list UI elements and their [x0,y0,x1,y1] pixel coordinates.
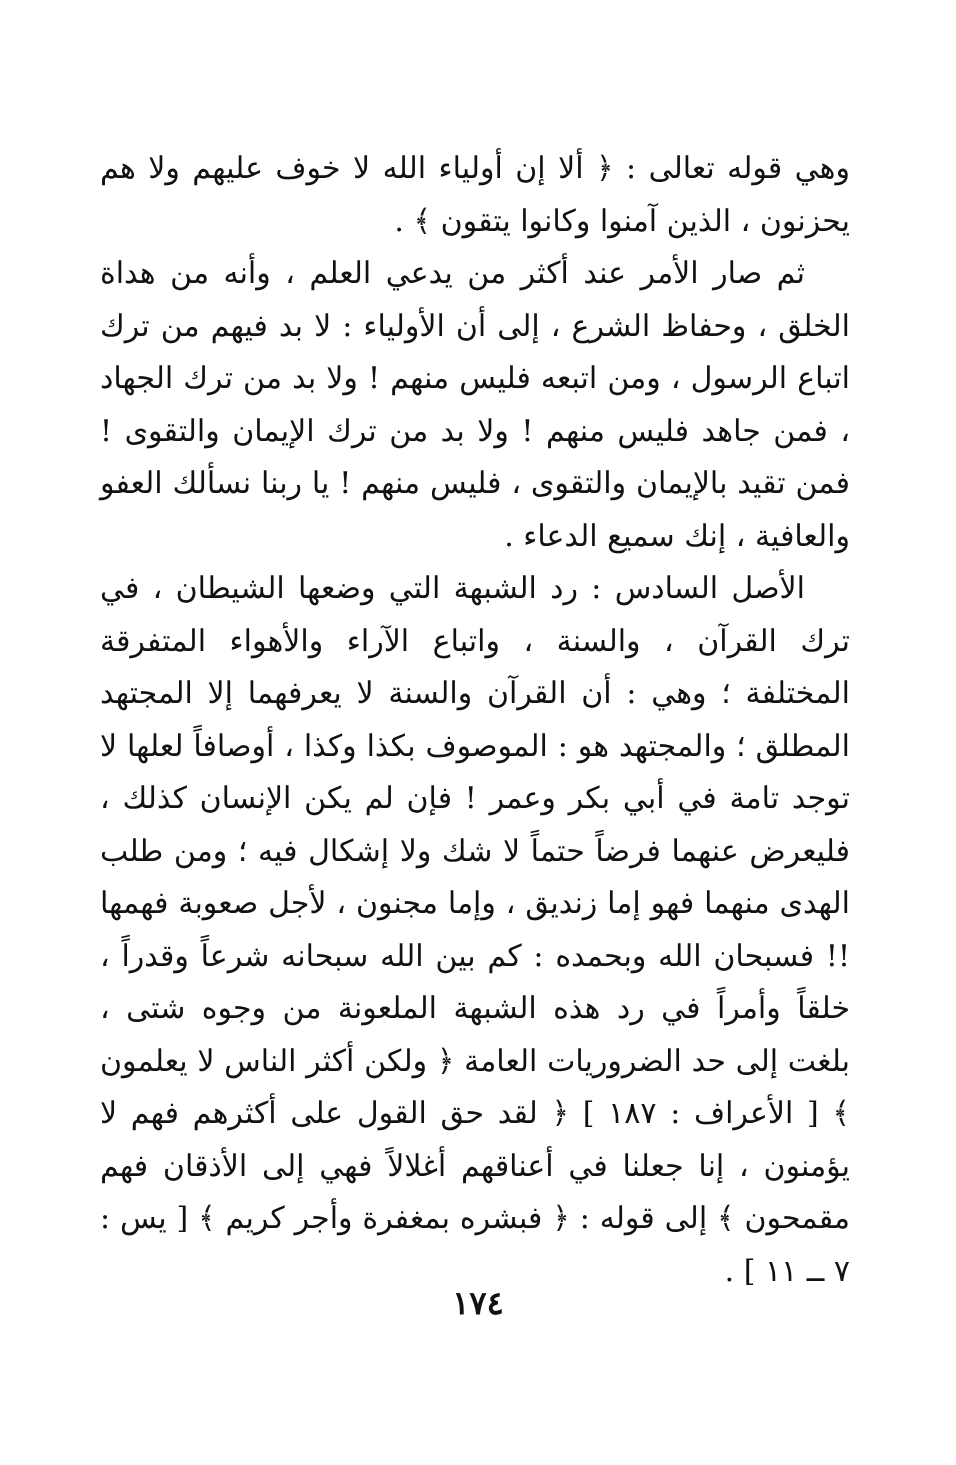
paragraph-3: الأصل السادس : رد الشبهة التي وضعها الشيطان ، في ترك القرآن ، والسنة ، واتباع الآراء والأهواء المتفرقة المختلفة ؛ وهي : أن القرآن والسنة لا يعرفهما إلا المجتهد المطلق ؛ والمجتهد هو : الموصوف بكذا وكذا ، أوصافاً لعلها لا توجد تامة في أبي بكر وعمر ! فإن لم يكن الإنسان كذلك ، فليعرض عنهما فرضاً حتماً لا شك ولا إشكال فيه ؛ ومن طلب الهدى منهما فهو إما زنديق ، وإما مجنون ، لأجل صعوبة فهمها !! فسبحان الله وبحمده : كم بين الله سبحانه شرعاً وقدراً ، خلقاً وأمراً في رد هذه الشبهة الملعونة من وجوه شتى ، بلغت إلى حد الضروريات العامة ﴿ ولكن أكثر الناس لا يعلمون ﴾ [ الأعراف : ١٨٧ ] ﴿ لقد حق القول على أكثرهم فهم لا يؤمنون ، إنا جعلنا في أعناقهم أغلالاً فهي إلى الأذقان فهم مقمحون ﴾ إلى قوله : ﴿ فبشره بمغفرة وأجر كريم ﴾ [ يس : ٧ ــ ١١ ] . [100,571,850,1289]
page-number: ١٧٤ [452,1284,504,1322]
paragraph-1: وهي قوله تعالى : ﴿ ألا إن أولياء الله لا خوف عليهم ولا هم يحزنون ، الذين آمنوا وكانوا يتقون ﴾ . [100,151,850,239]
paragraph-2: ثم صار الأمر عند أكثر من يدعي العلم ، وأنه من هداة الخلق ، وحفاظ الشرع ، إلى أن الأولياء : لا بد فيهم من ترك اتباع الرسول ، ومن اتبعه فليس منهم ! ولا بد من ترك الجهاد ، فمن جاهد فليس منهم ! ولا بد من ترك الإيمان والتقوى ! فمن تقيد بالإيمان والتقوى ، فليس منهم ! يا ربنا نسألك العفو والعافية ، إنك سميع الدعاء . [100,256,850,554]
body-text [100,143,850,1298]
